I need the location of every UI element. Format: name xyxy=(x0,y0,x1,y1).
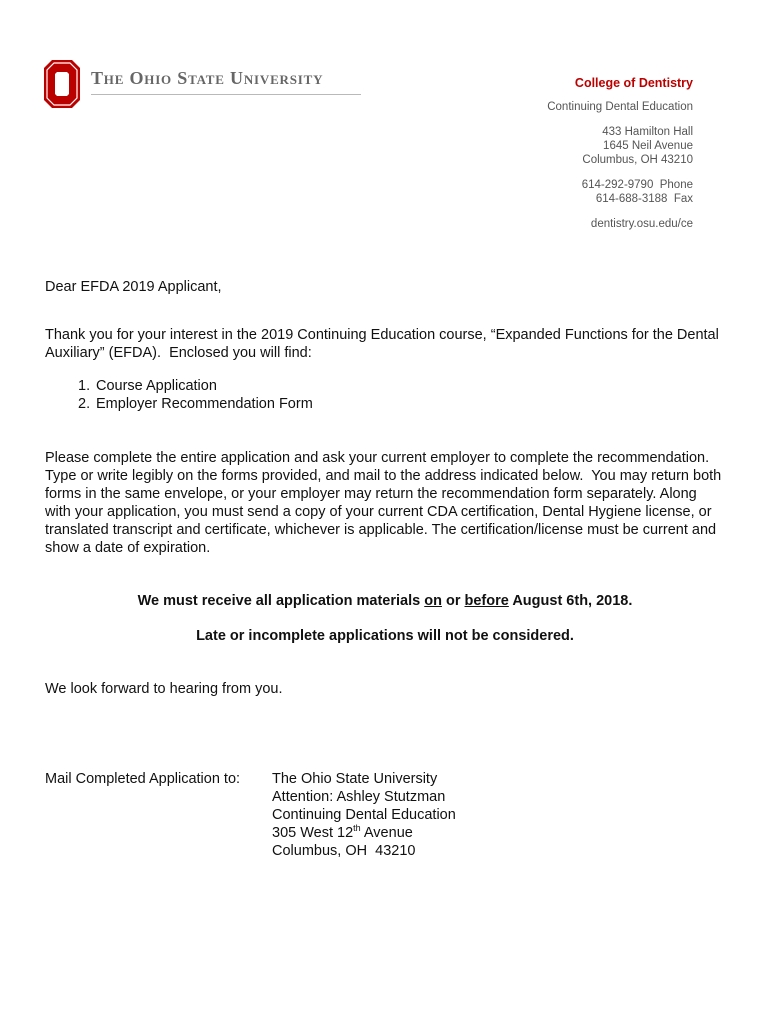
deadline-or: or xyxy=(441,593,465,609)
intro-paragraph: Thank you for your interest in the 2019 Continuing Education course, “Expanded Functions for the Dental Auxiliary” (EFDA). Enclosed you will find: xyxy=(45,327,723,361)
return-address-line xyxy=(272,824,456,842)
enclosure-list xyxy=(78,377,313,413)
address-line: 433 Hamilton Hall xyxy=(602,126,693,138)
list-label: Course Application xyxy=(96,378,217,394)
list-number: 1. xyxy=(78,378,91,394)
return-address-line: Continuing Dental Education xyxy=(272,807,456,823)
website-link[interactable]: dentistry.osu.edu/ce xyxy=(590,218,693,230)
fax-number: 614-688-3188 Fax xyxy=(595,193,693,205)
street-number: 305 West 12 xyxy=(272,825,354,841)
mail-label: Mail Completed Application to: xyxy=(45,771,241,787)
salutation: Dear EFDA 2019 Applicant, xyxy=(45,279,222,295)
closing-line: We look forward to hearing from you. xyxy=(45,681,283,697)
college-name: College of Dentistry xyxy=(574,76,693,90)
address-line: 1645 Neil Avenue xyxy=(603,140,693,152)
phone-block xyxy=(547,178,693,206)
deadline-text: We must receive all application materials xyxy=(137,593,425,609)
address-line: Columbus, OH 43210 xyxy=(582,154,693,166)
mailing-address xyxy=(547,125,693,167)
deadline-notice xyxy=(0,592,770,610)
contact-block xyxy=(547,76,693,231)
phone-number: 614-292-9790 Phone xyxy=(581,179,693,191)
return-address-line: The Ohio State University xyxy=(272,771,438,787)
list-number: 2. xyxy=(78,396,91,412)
university-name: The Ohio State University xyxy=(91,68,324,88)
list-item xyxy=(78,395,313,413)
list-item xyxy=(78,377,313,395)
deadline-before: before xyxy=(464,593,509,609)
return-address xyxy=(272,770,456,860)
list-label: Employer Recommendation Form xyxy=(96,396,313,412)
deadline-on: on xyxy=(424,593,442,609)
late-notice: Late or incomplete applications will not be considered. xyxy=(196,628,574,644)
ordinal-suffix: th xyxy=(353,823,361,834)
instructions-paragraph: Please complete the entire application and ask your current employer to complete the recommendation. Type or write legibly on the forms provided, and mail to the address indicated below. You may return both forms in the same envelope, or your employer may return the recommendation form separately. Along with your application, you must send a copy of your current CDA certification, Dental Hygiene license, or translated transcript and certificate, whichever is applicable. The certification/license must be current and show a date of expiration. xyxy=(45,450,726,556)
street-name: Avenue xyxy=(360,825,413,841)
block-o-logo-icon xyxy=(44,60,80,108)
department-name: Continuing Dental Education xyxy=(547,101,693,113)
return-address-line: Columbus, OH 43210 xyxy=(272,843,416,859)
university-wordmark xyxy=(91,68,323,89)
return-address-line: Attention: Ashley Stutzman xyxy=(272,789,446,805)
deadline-date: August 6th, 2018. xyxy=(508,593,633,609)
header-rule xyxy=(91,94,361,95)
